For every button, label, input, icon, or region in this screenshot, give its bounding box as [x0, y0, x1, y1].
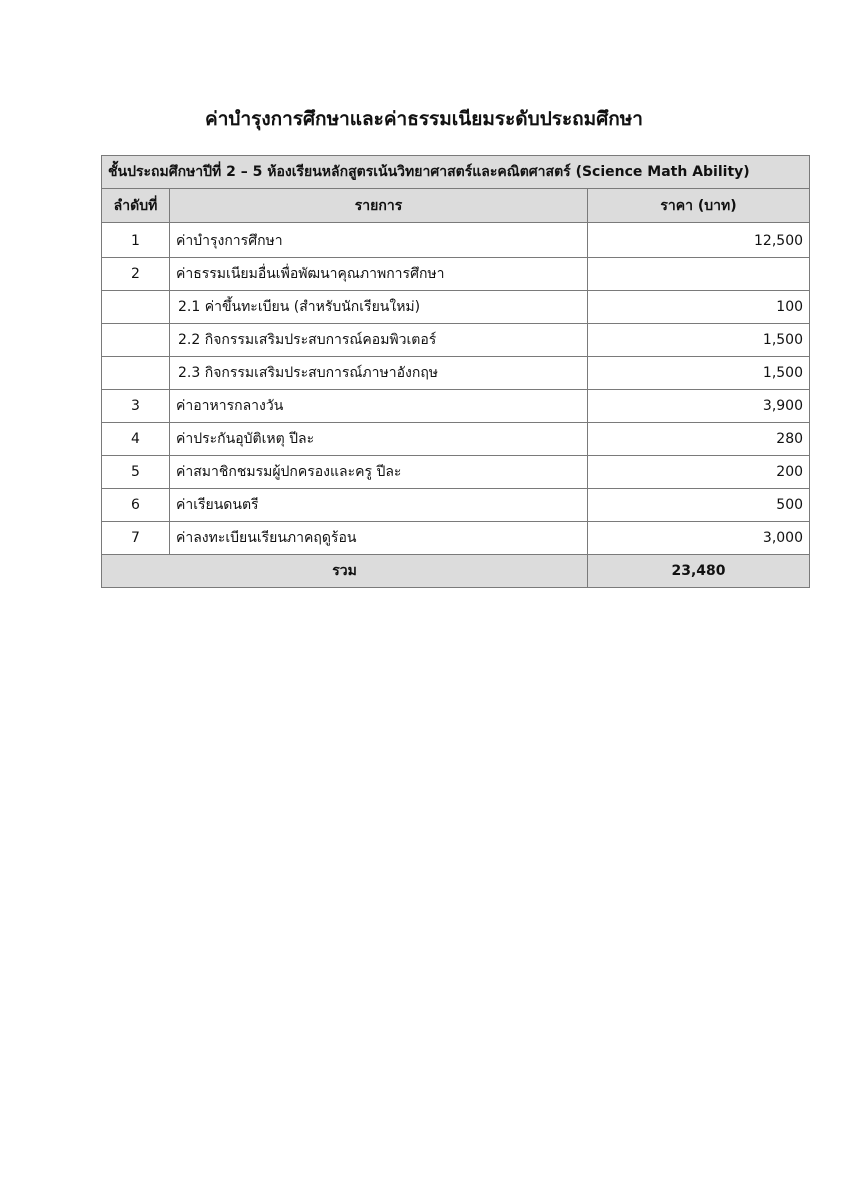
column-header-item: รายการ — [170, 189, 588, 223]
row-price: 1,500 — [588, 357, 810, 390]
row-number — [102, 324, 170, 357]
row-number: 4 — [102, 423, 170, 456]
row-price: 3,000 — [588, 522, 810, 555]
row-item: ค่าบำรุงการศึกษา — [170, 223, 588, 258]
total-label: รวม — [102, 555, 588, 588]
row-item: 2.3 กิจกรรมเสริมประสบการณ์ภาษาอังกฤษ — [170, 357, 588, 390]
row-price — [588, 258, 810, 291]
document-title: ค่าบำรุงการศึกษาและค่าธรรมเนียมระดับประถมศึกษา — [205, 108, 643, 130]
row-number: 1 — [102, 223, 170, 258]
table-row — [102, 456, 810, 489]
row-item: ค่าสมาชิกชมรมผู้ปกครองและครู ปีละ — [170, 456, 588, 489]
column-header-price: ราคา (บาท) — [588, 189, 810, 223]
table-row — [102, 390, 810, 423]
total-row — [102, 555, 810, 588]
row-price: 1,500 — [588, 324, 810, 357]
column-header-no: ลำดับที่ — [102, 189, 170, 223]
fee-table — [101, 155, 810, 588]
total-value: 23,480 — [588, 555, 810, 588]
section-header-row — [102, 156, 810, 189]
table-row — [102, 489, 810, 522]
row-number — [102, 357, 170, 390]
row-number: 2 — [102, 258, 170, 291]
row-number — [102, 291, 170, 324]
row-price: 12,500 — [588, 223, 810, 258]
row-item: ค่าธรรมเนียมอื่นเพื่อพัฒนาคุณภาพการศึกษา — [170, 258, 588, 291]
table-row — [102, 258, 810, 291]
row-item: ค่าเรียนดนตรี — [170, 489, 588, 522]
table-row — [102, 522, 810, 555]
section-header: ชั้นประถมศึกษาปีที่ 2 – 5 ห้องเรียนหลักสูตรเน้นวิทยาศาสตร์และคณิตศาสตร์ (Science Math Ability) — [102, 156, 810, 189]
row-number: 5 — [102, 456, 170, 489]
row-price: 3,900 — [588, 390, 810, 423]
row-number: 7 — [102, 522, 170, 555]
table-row — [102, 423, 810, 456]
row-item: ค่าลงทะเบียนเรียนภาคฤดูร้อน — [170, 522, 588, 555]
row-number: 3 — [102, 390, 170, 423]
column-header-row — [102, 189, 810, 223]
row-price: 100 — [588, 291, 810, 324]
row-price: 280 — [588, 423, 810, 456]
table-row — [102, 324, 810, 357]
row-price: 200 — [588, 456, 810, 489]
row-item: ค่าอาหารกลางวัน — [170, 390, 588, 423]
table-row — [102, 357, 810, 390]
table-row — [102, 291, 810, 324]
row-item: ค่าประกันอุบัติเหตุ ปีละ — [170, 423, 588, 456]
row-price: 500 — [588, 489, 810, 522]
row-item: 2.1 ค่าขึ้นทะเบียน (สำหรับนักเรียนใหม่) — [170, 291, 588, 324]
row-number: 6 — [102, 489, 170, 522]
row-item: 2.2 กิจกรรมเสริมประสบการณ์คอมพิวเตอร์ — [170, 324, 588, 357]
table-row — [102, 223, 810, 258]
